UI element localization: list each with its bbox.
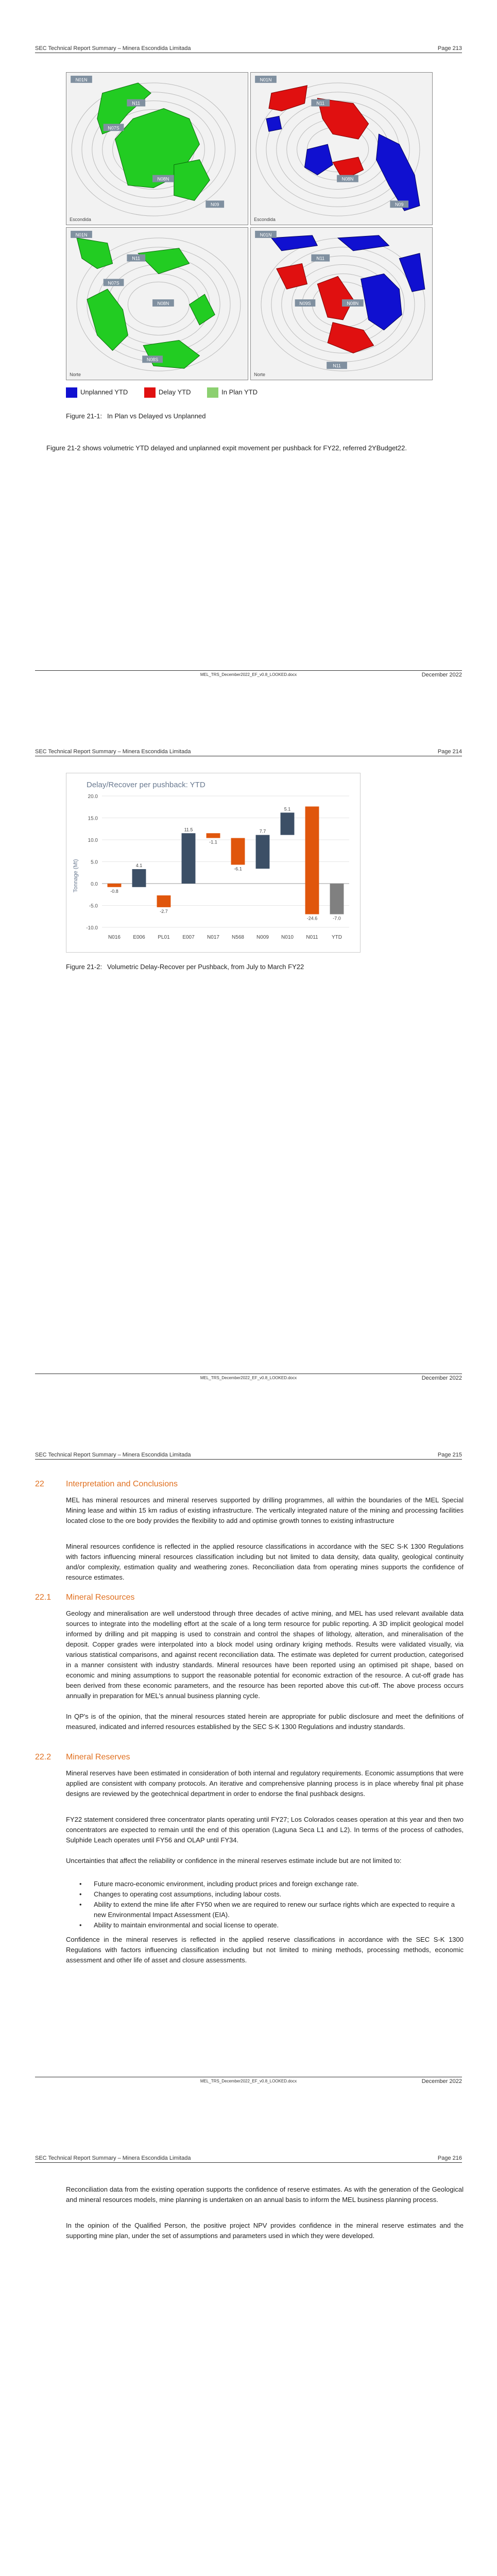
- map-panel-delay-escondida: [250, 72, 433, 225]
- map-label: N11: [132, 256, 141, 261]
- map-label: N11: [316, 100, 325, 106]
- section-22-2-heading: 22.2 Mineral Reserves: [35, 1753, 130, 1761]
- map-label: N01N: [75, 77, 88, 82]
- x-tick-label: N568: [232, 935, 244, 940]
- map-label: N08N: [157, 300, 169, 306]
- data-label: -7.0: [333, 916, 341, 921]
- page-number: Page 213: [437, 45, 462, 52]
- paragraph: Reconciliation data from the existing operation supports the confidence of reserve estimates. As with the generation of the Geological and mineral resources models, mine planning is undertaken on an annual basis to inform the MEL business planning process.: [66, 2185, 464, 2204]
- map-panel-delay-norte: [250, 227, 433, 380]
- y-tick-label: 15.0: [88, 816, 98, 822]
- data-label: -6.1: [234, 866, 242, 872]
- page-number: Page 216: [437, 2155, 462, 2161]
- paragraph: MEL has mineral resources and mineral reserves supported by drilling programmes, all within the boundaries of the MEL Special Mining lease and within 15 km radius of existing infrastructure. The vertically integrated nature of the mining and processing facilities located close to the ore body provides the flexibility to add and optimise growth tonnes to existing infrastructure: [66, 1496, 464, 1524]
- data-label: -0.8: [110, 888, 118, 894]
- bullet-item: • Ability to maintain environmental and social license to operate.: [94, 1920, 464, 1930]
- map-label: N09: [395, 202, 404, 208]
- legend-unplanned: Unplanned YTD: [66, 387, 128, 398]
- paragraph: Confidence in the mineral reserves is reflected in the applied reserve classifications in accordance with the SEC S-K 1300 Regulations with factors influencing classification including but not limited to mining methods, processing methods, economic assessment and other life of asset and closure assessments.: [66, 1936, 464, 1964]
- page-footer: MEL_TRS_December2022_EF_v0.8_LOOKED.docx December 2022: [35, 2077, 462, 2084]
- page-footer: MEL_TRS_December2022_EF_v0.8_LOOKED.docx December 2022: [35, 670, 462, 678]
- data-label: 4.1: [135, 862, 143, 868]
- map-label: N01N: [75, 232, 88, 238]
- map-label: N11: [333, 363, 341, 369]
- map-corner-label: Norte: [70, 372, 81, 378]
- y-axis-label: Tonnage (Mt): [73, 859, 79, 893]
- paragraph: Mineral resources confidence is reflected in the applied resource classifications in accordance with the SEC S-K 1300 Regulations with factors influencing mineral resources classification including but not limited to data density, data quality, geological continuity and/or complexity, estimation quality and weathering zones. Reconciliation data from operating mines supports the confidence of resource estimates.: [66, 1543, 464, 1581]
- map-label: N08N: [341, 176, 354, 182]
- section-22-1-heading: 22.1 Mineral Resources: [35, 1593, 135, 1602]
- map-label: N11: [132, 100, 141, 106]
- map-label: N07S: [108, 125, 119, 131]
- map-label: N11: [316, 256, 325, 261]
- waterfall-chart-svg: [66, 773, 361, 953]
- page-215: [0, 1406, 497, 2110]
- map-corner-label: Escondida: [70, 217, 91, 223]
- map-label: N07S: [108, 280, 119, 286]
- figure-21-2-caption: Figure 21-2: Volumetric Delay-Recover per Pushback, from July to March FY22: [66, 963, 304, 971]
- paragraph: Mineral reserves have been estimated in consideration of both internal and regulatory requirements. Economic assumptions that were applied are consistent with company protocols. An iterative and comprehensive planning process is in place whereby final pit phase designs are reviewed by the geotechnical department in order to endorse the final pushback designs.: [66, 1769, 464, 1798]
- legend-delay: Delay YTD: [144, 387, 191, 398]
- chart-title: Delay/Recover per pushback: YTD: [87, 781, 205, 789]
- y-tick-label: 10.0: [88, 838, 98, 843]
- x-tick-label: E007: [182, 935, 195, 940]
- waterfall-bar: [157, 895, 171, 907]
- page1-paragraph: Figure 21-2 shows volumetric YTD delayed and unplanned expit movement per pushback for FY22, referred 2YBudget22.: [46, 444, 407, 452]
- x-tick-label: E006: [133, 935, 145, 940]
- x-tick-label: YTD: [332, 935, 342, 940]
- pit-map: [251, 73, 432, 225]
- map-label: N09: [211, 202, 219, 208]
- pit-maps-figure: [66, 72, 433, 380]
- data-label: -24.6: [306, 916, 318, 921]
- header-title: SEC Technical Report Summary – Minera Escondida Limitada: [35, 45, 191, 52]
- paragraph: Uncertainties that affect the reliability or confidence in the mineral reserves estimate include but are not limited to:: [66, 1857, 402, 1865]
- page-footer: MEL_TRS_December2022_EF_v0.8_LOOKED.docx December 2022: [35, 1374, 462, 1381]
- section-22-heading: 22 Interpretation and Conclusions: [35, 1480, 178, 1488]
- waterfall-bar: [132, 869, 146, 887]
- waterfall-chart: [66, 773, 361, 953]
- data-label: 7.7: [259, 828, 266, 834]
- map-panel-inplan-escondida: [66, 72, 248, 225]
- page-number: Page 215: [437, 1452, 462, 1458]
- paragraph: FY22 statement considered three concentrator plants operating until FY27; Los Colorados ceases operation at this year and then two concentrators are expected to remain until the end of this operation (Laguna Seca L1 and L2). In terms of the process of cathodes, Sulphide Leach operates until FY56 and OLAP until FY34.: [66, 1816, 464, 1844]
- map-legend: [66, 387, 272, 399]
- data-label: 11.5: [184, 827, 193, 833]
- paragraph: In QP's is of the opinion, that the mineral resources stated herein are appropriate for public disclosure and meet the definitions of measured, indicated and inferred resources established by the SEC S-K 1300 Regulations and industry standards.: [66, 1713, 464, 1731]
- swatch-unplanned: [66, 387, 77, 398]
- page-number: Page 214: [437, 749, 462, 755]
- bullet-item: • Future macro-economic environment, including product prices and foreign exchange rate.: [94, 1879, 464, 1889]
- waterfall-bar: [231, 838, 245, 865]
- swatch-inplan: [207, 387, 218, 398]
- waterfall-bar: [330, 884, 344, 914]
- figure-21-1-caption: Figure 21-1: In Plan vs Delayed vs Unplanned: [66, 412, 206, 420]
- x-tick-label: N017: [207, 935, 219, 940]
- x-tick-label: N016: [108, 935, 121, 940]
- map-panel-inplan-norte: [66, 227, 248, 380]
- paragraph: Geology and mineralisation are well understood through three decades of active mining, and MEL has used relevant available data sources to integrate into the modelling effort at the scale of a long term resource for public reporting. A 3D implicit geological model informed by drilling and pit mapping is used to constrain and control the shapes of lithology, alteration, and mineralisation of the deposit. Copper grades were interpolated into a block model using ordinary kriging methods. Results were validated visually, via various statistical comparisons, and against recent reconciliation data. The estimate was depleted for current production, categorised in a manner consistent with industry standards. Mineral resources have been reported using an optimised pit shape, based on economic and mining assumptions to support the reasonable potential for economic extraction of the resource. A cut-off grade has been derived from these economic parameters, and the resource has been reported above this cut-off. The above process occurs annually in preparation for MEL's annual business planning cycle.: [66, 1609, 464, 1700]
- bullet-item: • Changes to operating cost assumptions, including labour costs.: [94, 1889, 464, 1900]
- page-header: [35, 45, 462, 53]
- page-216: [0, 2110, 497, 2576]
- map-corner-label: Escondida: [254, 217, 276, 223]
- map-label: N08S: [146, 357, 159, 363]
- waterfall-bar: [256, 835, 270, 869]
- map-label: N08N: [157, 176, 169, 182]
- y-tick-label: -5.0: [89, 903, 98, 909]
- map-corner-label: Norte: [254, 372, 265, 378]
- map-label: N01N: [260, 77, 272, 82]
- legend-inplan: In Plan YTD: [207, 387, 258, 398]
- waterfall-bar: [207, 833, 220, 838]
- pit-map: [66, 228, 248, 380]
- waterfall-bar: [305, 806, 319, 914]
- x-tick-label: PL01: [158, 935, 170, 940]
- y-tick-label: 5.0: [91, 859, 98, 866]
- data-label: -2.7: [160, 908, 168, 914]
- x-tick-label: N010: [281, 935, 294, 940]
- page-header: SEC Technical Report Summary – Minera Escondida Limitada Page 216: [35, 2155, 462, 2163]
- pit-map: [251, 228, 432, 380]
- y-tick-label: -10.0: [86, 925, 98, 931]
- waterfall-bar: [281, 812, 295, 835]
- pit-map: [66, 73, 248, 225]
- map-label: N01N: [260, 232, 272, 238]
- y-tick-label: 0.0: [91, 882, 98, 887]
- data-label: -1.1: [209, 839, 217, 845]
- swatch-delay: [144, 387, 156, 398]
- paragraph: In the opinion of the Qualified Person, the positive project NPV provides confidence in the mineral reserve estimates and the supporting mine plan, under the set of assumptions and parameters used in which they were developed.: [66, 2222, 464, 2240]
- page-header: SEC Technical Report Summary – Minera Escondida Limitada Page 215: [35, 1452, 462, 1460]
- page-header: SEC Technical Report Summary – Minera Escondida Limitada Page 214: [35, 749, 462, 756]
- x-tick-label: N011: [306, 935, 318, 940]
- waterfall-bar: [182, 833, 196, 884]
- waterfall-bar: [108, 884, 122, 887]
- y-tick-label: 20.0: [88, 794, 98, 800]
- data-label: 5.1: [284, 806, 291, 812]
- x-tick-label: N009: [256, 935, 269, 940]
- bullet-item: • Ability to extend the mine life after FY50 when we are required to renew our surface rights which are expected to require a new Environmental Impact Assessment (EIA).: [94, 1900, 464, 1920]
- page-213: [0, 0, 497, 703]
- map-label: N08N: [347, 300, 359, 306]
- map-label: N09S: [299, 300, 311, 306]
